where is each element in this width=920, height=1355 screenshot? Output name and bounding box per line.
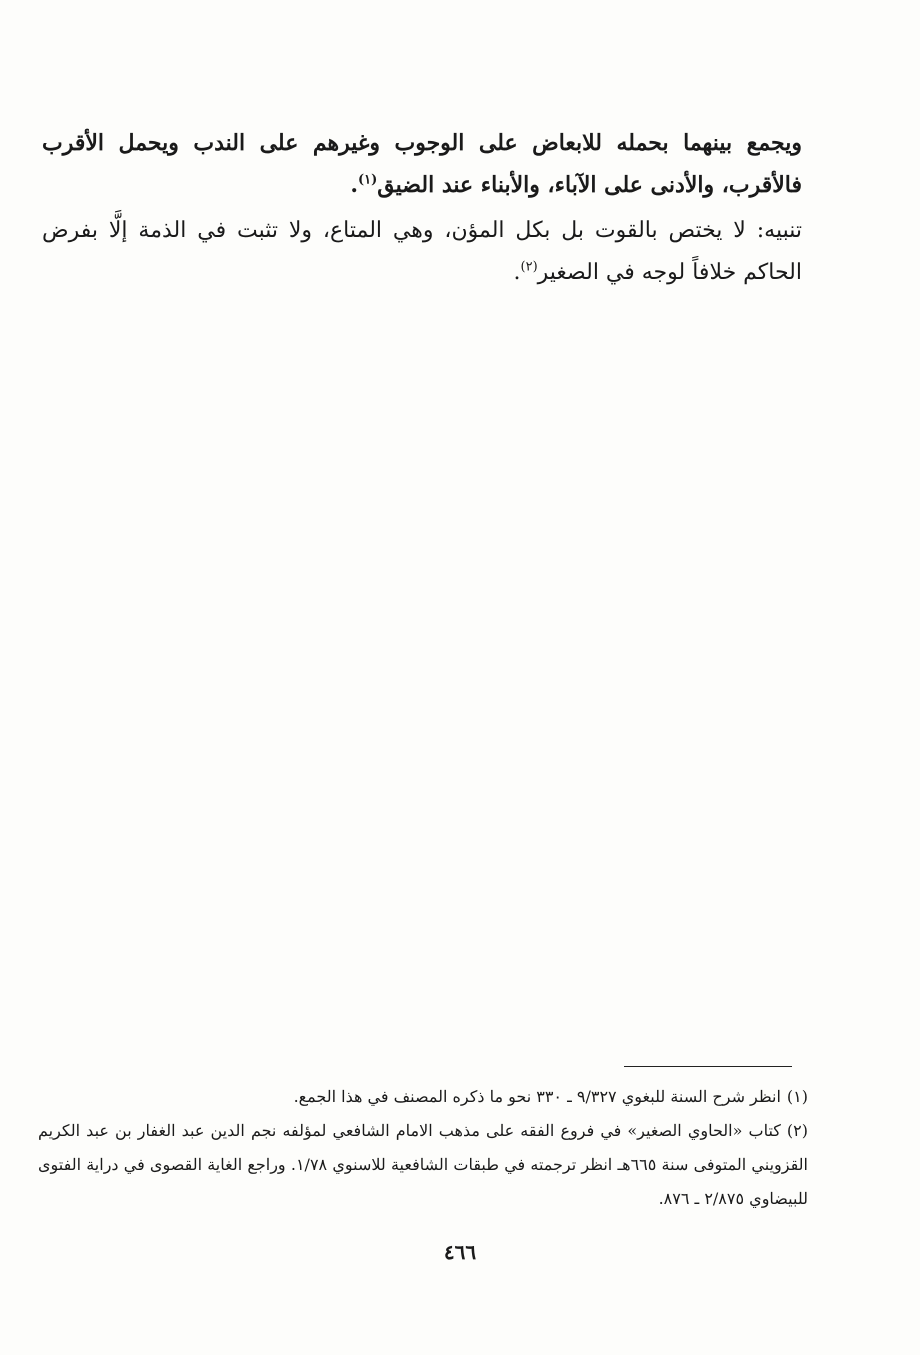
footnote-2 — [38, 1114, 808, 1216]
footnote-1-text: انظر شرح السنة للبغوي ٩/٣٢٧ ـ ٣٣٠ نحو ما ذكره المصنف في هذا الجمع. — [293, 1087, 781, 1106]
footnotes-section — [38, 1080, 808, 1216]
paragraph-1-end: . — [350, 172, 358, 198]
footnote-ref-2[interactable]: (٢) — [520, 259, 538, 275]
paragraph-2-end: . — [513, 260, 521, 285]
paragraph-1-text: ويجمع بينهما بحمله للابعاض على الوجوب وغيرهم على الندب ويحمل الأقرب فالأقرب، والأدنى على الآباء، والأبناء عند الضيق — [42, 130, 802, 198]
footnote-divider — [624, 1066, 792, 1067]
page-number: ٤٦٦ — [443, 1240, 477, 1264]
footnote-1-number: (١) — [786, 1087, 808, 1106]
footnote-2-text: كتاب «الحاوي الصغير» في فروع الفقه على مذهب الامام الشافعي لمؤلفه نجم الدين عبد الغفار بن عبد الكريم القزويني المتوفى سنة ٦٦٥هـ انظر ترجمته في طبقات الشافعية للاسنوي ١/٧٨. وراجع الغاية القصوى في دراية الفتوى للبيضاوي ٢/٨٧٥ ـ ٨٧٦. — [38, 1121, 808, 1208]
paragraph-2 — [42, 210, 802, 294]
paragraph-2-text: تنبيه: لا يختص بالقوت بل بكل المؤن، وهي المتاع، ولا تثبت في الذمة إلَّا بفرض الحاكم خلافاً لوجه في الصغير — [42, 218, 802, 285]
main-text-block — [42, 122, 802, 294]
footnote-2-number: (٢) — [786, 1121, 808, 1140]
paragraph-1 — [42, 122, 802, 206]
footnote-ref-1[interactable]: (١) — [358, 172, 378, 188]
footnote-1 — [38, 1080, 808, 1114]
